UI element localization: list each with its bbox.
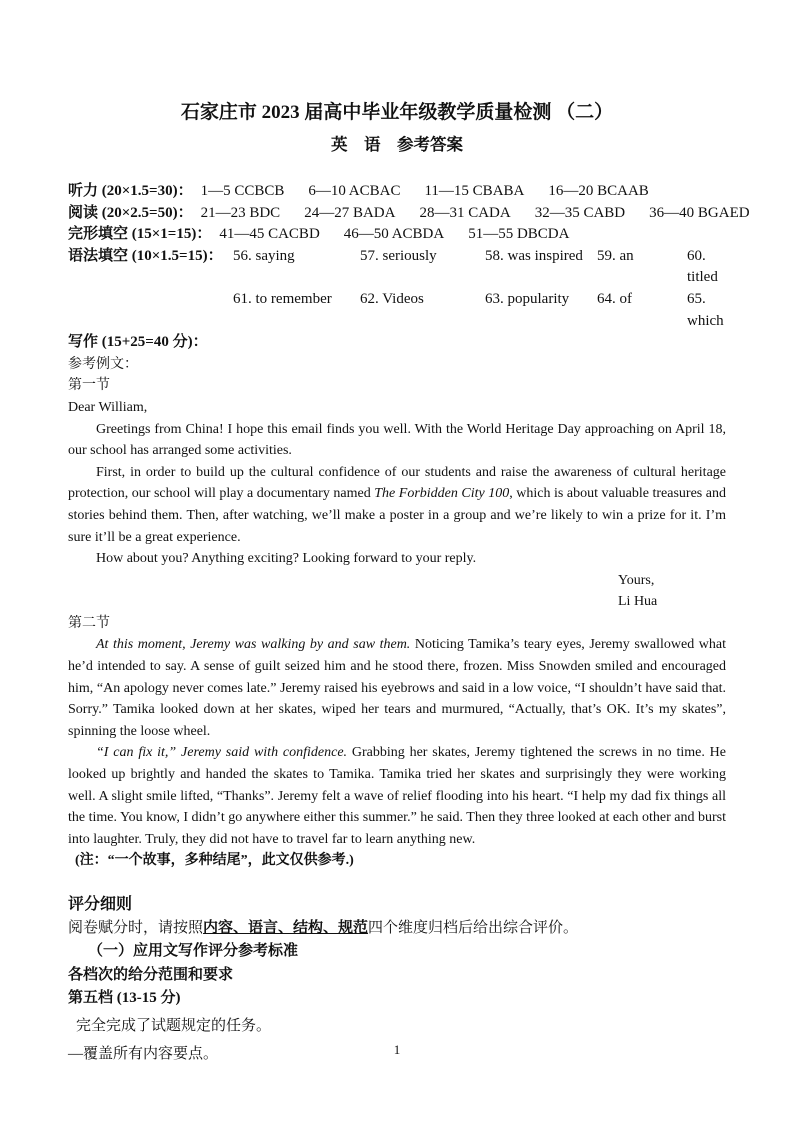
rubric-section1-heading: （一）应用文写作评分参考标准 <box>88 943 299 960</box>
rubric-intro-emphasis: 内容、语言、结构、规范 <box>203 919 369 936</box>
answer-item: 61. to remember <box>233 290 332 307</box>
answer-item: 63. popularity <box>485 290 570 307</box>
grammar-label: 语法填空 (10×1.5=15)： <box>68 247 223 264</box>
essay-paragraph: First, in order to build up the cultural confidence of our students and raise the awareness of cultural heritage protection, our school will play a documentary named The Forbidden City 100, which is about valuable treasures and stories behind them. Then, after watching, we’ll make a poster in a group and we’re likely to win a prize for it. I’m sure it’ll be a great experience. <box>68 464 726 545</box>
essay-paragraph: “I can fix it,” Jeremy said with confidence. Grabbing her skates, Jeremy tightened the screws in no time. He looked up brightly and handed the skates to Tamika. Tamika tried her skates and surprisingly they were working well. A slight smile lifted, “Thanks”. Jeremy felt a wave of relief flooding into his heart. “I help my dad fix things all the time. You know, I didn’t go anywhere either this summer.” he said. Then they three looked at each other and burst into laughter. Truly, they did not have to travel far to learn anything new. <box>68 745 726 847</box>
answer-group: 28—31 CADA <box>419 204 511 221</box>
cloze-answers-row <box>68 224 726 246</box>
answer-item: 64. of <box>597 290 632 307</box>
rubric-intro-pre: 阅卷赋分时，请按照 <box>68 919 204 936</box>
salutation: Dear William, <box>68 399 148 415</box>
part2-heading: 第二节 <box>68 615 110 631</box>
closing-name: Li Hua <box>618 594 658 610</box>
essay-paragraph: At this moment, Jeremy was walking by and saw them. Noticing Tamika’s teary eyes, Jeremy swallowed what he’d intended to say. A sense of guilt seized him and he stood there, frozen. Miss Snowden smiled and encouraged him, “An apology never comes late.” Jeremy raised his eyebrows and said in a low voice, “I shouldn’t have said that. Sorry.” Tamika looked down at her skates, wiped her tears and murmured, “Actually, that’s OK. It’s my skates”, spinning the loose wheel. <box>68 637 727 739</box>
page-number: 1 <box>393 1042 401 1058</box>
answer-item: 58. was inspired <box>485 247 583 264</box>
writing-samples-section <box>68 354 726 872</box>
answer-group: 11—15 CBABA <box>424 183 525 199</box>
answer-group: 24—27 BADA <box>304 204 396 221</box>
listening-label: 听力 (20×1.5=30)： <box>68 183 193 199</box>
rubric-range-heading: 各档次的给分范围和要求 <box>68 966 234 983</box>
answer-group: 6—10 ACBAC <box>308 183 401 199</box>
answer-item: 62. Videos <box>360 290 424 307</box>
answer-group: 16—20 BCAAB <box>548 183 649 199</box>
listening-answers-row <box>68 181 726 203</box>
answer-group: 32—35 CABD <box>534 204 626 221</box>
answer-group: 21—23 BDC <box>200 204 281 221</box>
answer-group: 36—40 BGAED <box>649 204 750 221</box>
note-line: (注：“一个故事，多种结尾”，此文仅供参考.) <box>75 853 354 869</box>
answer-item: 60. titled <box>687 247 718 286</box>
sample-essay-label: 参考例文： <box>68 356 138 372</box>
answer-key-section <box>68 181 750 354</box>
part1-heading: 第一节 <box>68 378 110 394</box>
rubric-heading: 评分细则 <box>68 896 133 913</box>
reading-label: 阅读 (20×2.5=50)： <box>68 204 193 221</box>
rubric-intro <box>68 918 726 940</box>
grammar-answers-grid <box>233 246 726 332</box>
rubric-intro-post: 四个维度归档后给出综合评价。 <box>368 919 579 936</box>
band5-line: —覆盖所有内容要点。 <box>68 1045 219 1062</box>
page-title: 石家庄市 2023 届高中毕业年级教学质量检测 （二） <box>180 102 614 123</box>
essay-paragraph: How about you? Anything exciting? Looking forward to your reply. <box>96 551 477 567</box>
answer-item: 57. seriously <box>360 247 437 264</box>
answer-group: 1—5 CCBCB <box>200 183 285 199</box>
letter-closing <box>68 570 726 613</box>
answer-group: 41—45 CACBD <box>219 226 320 243</box>
reading-answers-row <box>68 203 750 225</box>
cloze-label: 完形填空 (15×1=15)： <box>68 226 212 243</box>
answer-item: 56. saying <box>233 247 295 264</box>
answer-item: 65. which <box>687 290 724 329</box>
answer-group: 46—50 ACBDA <box>343 226 445 243</box>
answer-item: 59. an <box>597 247 634 264</box>
essay-paragraph: Greetings from China! I hope this email finds you well. With the World Heritage Day approaching on April 18, our school has arranged some activities. <box>68 421 726 459</box>
band5-heading: 第五档 (13-15 分) <box>68 990 181 1007</box>
page-subtitle: 英 语 参考答案 <box>331 135 463 154</box>
grammar-answers-block <box>68 246 726 332</box>
band5-line: 完全完成了试题规定的任务。 <box>76 1017 272 1034</box>
closing-yours: Yours, <box>618 572 655 588</box>
answer-group: 51—55 DBCDA <box>468 226 570 243</box>
writing-score-line: 写作 (15+25=40 分)： <box>68 334 208 351</box>
